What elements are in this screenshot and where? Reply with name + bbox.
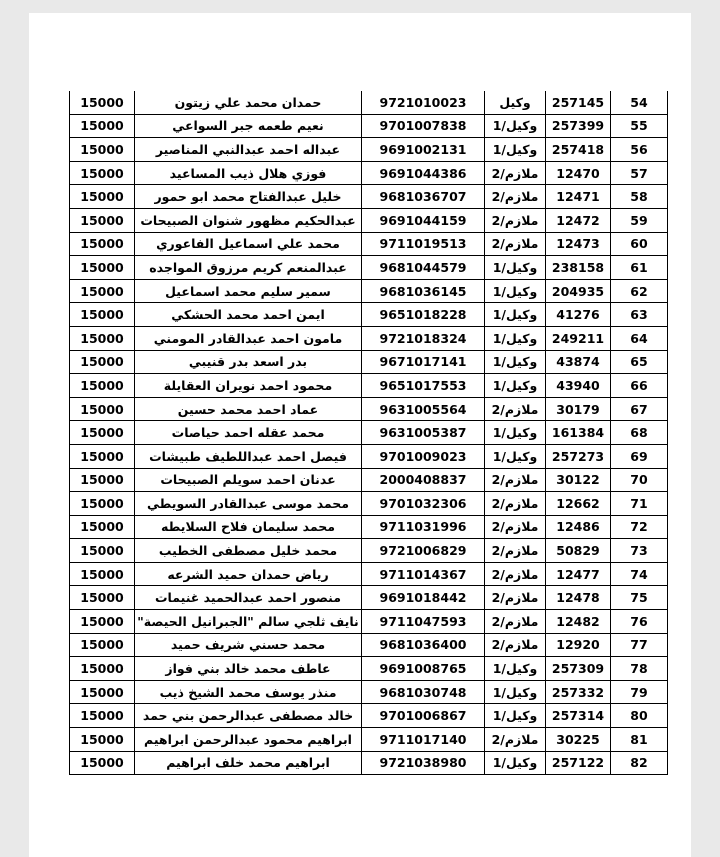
amount-cell: 15000 [70, 374, 135, 398]
row-number-cell: 66 [611, 374, 668, 398]
military-number-cell: 257309 [546, 657, 611, 681]
row-number-cell: 82 [611, 751, 668, 775]
national-id-cell: 9671017141 [362, 350, 485, 374]
national-id-cell: 9711031996 [362, 515, 485, 539]
table-row [70, 444, 668, 468]
military-number-cell: 12486 [546, 515, 611, 539]
table-row [70, 208, 668, 232]
row-number-cell: 62 [611, 279, 668, 303]
military-number-cell: 257145 [546, 91, 611, 114]
row-number-cell: 57 [611, 161, 668, 185]
amount-cell: 15000 [70, 562, 135, 586]
military-number-cell: 204935 [546, 279, 611, 303]
amount-cell: 15000 [70, 704, 135, 728]
national-id-cell: 9681030748 [362, 680, 485, 704]
amount-cell: 15000 [70, 161, 135, 185]
row-number-cell: 77 [611, 633, 668, 657]
rank-cell: ملازم/2 [485, 208, 546, 232]
military-number-cell: 43940 [546, 374, 611, 398]
rank-cell: ملازم/2 [485, 633, 546, 657]
table-row [70, 633, 668, 657]
military-number-cell: 12662 [546, 492, 611, 516]
name-cell: ابراهيم محمد خلف ابراهيم [135, 751, 362, 775]
name-cell: عبداله احمد عبدالنبي المناصير [135, 138, 362, 162]
military-number-cell: 161384 [546, 421, 611, 445]
national-id-cell: 9681036400 [362, 633, 485, 657]
row-number-cell: 80 [611, 704, 668, 728]
military-number-cell: 257122 [546, 751, 611, 775]
military-number-cell: 12471 [546, 185, 611, 209]
table-row [70, 138, 668, 162]
name-cell: محمود احمد نويران العقايلة [135, 374, 362, 398]
row-number-cell: 71 [611, 492, 668, 516]
table-row [70, 91, 668, 114]
military-number-cell: 12477 [546, 562, 611, 586]
military-number-cell: 30122 [546, 468, 611, 492]
military-number-cell: 257399 [546, 114, 611, 138]
rank-cell: وكيل/1 [485, 421, 546, 445]
rank-cell: وكيل/1 [485, 114, 546, 138]
national-id-cell: 9711047593 [362, 610, 485, 634]
table-row [70, 586, 668, 610]
rank-cell: ملازم/2 [485, 397, 546, 421]
name-cell: عدنان احمد سويلم الصبيحات [135, 468, 362, 492]
national-id-cell: 9651018228 [362, 303, 485, 327]
rank-cell: وكيل/1 [485, 374, 546, 398]
amount-cell: 15000 [70, 610, 135, 634]
amount-cell: 15000 [70, 256, 135, 280]
row-number-cell: 70 [611, 468, 668, 492]
table-row [70, 114, 668, 138]
national-id-cell: 9681036707 [362, 185, 485, 209]
table-body [70, 91, 668, 775]
rank-cell: ملازم/2 [485, 232, 546, 256]
row-number-cell: 75 [611, 586, 668, 610]
name-cell: خليل عبدالفتاح محمد ابو حمور [135, 185, 362, 209]
row-number-cell: 64 [611, 326, 668, 350]
military-number-cell: 12472 [546, 208, 611, 232]
name-cell: محمد حسني شريف حميد [135, 633, 362, 657]
table-row [70, 397, 668, 421]
rank-cell: ملازم/2 [485, 610, 546, 634]
row-number-cell: 61 [611, 256, 668, 280]
rank-cell: ملازم/2 [485, 185, 546, 209]
military-number-cell: 257314 [546, 704, 611, 728]
amount-cell: 15000 [70, 751, 135, 775]
table-row [70, 562, 668, 586]
rank-cell: وكيل/1 [485, 279, 546, 303]
national-id-cell: 9651017553 [362, 374, 485, 398]
name-cell: مامون احمد عبدالقادر المومني [135, 326, 362, 350]
military-number-cell: 12482 [546, 610, 611, 634]
military-number-cell: 12920 [546, 633, 611, 657]
amount-cell: 15000 [70, 350, 135, 374]
table-row [70, 350, 668, 374]
rank-cell: وكيل/1 [485, 751, 546, 775]
rank-cell: وكيل/1 [485, 138, 546, 162]
name-cell: فوزي هلال ذيب المساعيد [135, 161, 362, 185]
rank-cell: وكيل/1 [485, 704, 546, 728]
national-id-cell: 9701009023 [362, 444, 485, 468]
military-number-cell: 30179 [546, 397, 611, 421]
row-number-cell: 56 [611, 138, 668, 162]
amount-cell: 15000 [70, 208, 135, 232]
amount-cell: 15000 [70, 492, 135, 516]
name-cell: حمدان محمد علي زيتون [135, 91, 362, 114]
name-cell: سمير سليم محمد اسماعيل [135, 279, 362, 303]
amount-cell: 15000 [70, 680, 135, 704]
amount-cell: 15000 [70, 468, 135, 492]
national-id-cell: 9721038980 [362, 751, 485, 775]
amount-cell: 15000 [70, 657, 135, 681]
military-number-cell: 43874 [546, 350, 611, 374]
name-cell: خالد مصطفى عبدالرحمن بني حمد [135, 704, 362, 728]
national-id-cell: 9701032306 [362, 492, 485, 516]
rank-cell: ملازم/2 [485, 492, 546, 516]
name-cell: عماد احمد محمد حسين [135, 397, 362, 421]
name-cell: عاطف محمد خالد بني فواز [135, 657, 362, 681]
name-cell: ايمن احمد محمد الحشكي [135, 303, 362, 327]
rank-cell: ملازم/2 [485, 515, 546, 539]
military-number-cell: 50829 [546, 539, 611, 563]
amount-cell: 15000 [70, 114, 135, 138]
table-row [70, 279, 668, 303]
rank-cell: ملازم/2 [485, 728, 546, 752]
table-row [70, 610, 668, 634]
rank-cell: وكيل/1 [485, 680, 546, 704]
name-cell: منصور احمد عبدالحميد غنيمات [135, 586, 362, 610]
military-number-cell: 257273 [546, 444, 611, 468]
row-number-cell: 78 [611, 657, 668, 681]
name-cell: رياض حمدان حميد الشرعه [135, 562, 362, 586]
row-number-cell: 65 [611, 350, 668, 374]
rank-cell: ملازم/2 [485, 468, 546, 492]
rank-cell: ملازم/2 [485, 539, 546, 563]
table-row [70, 539, 668, 563]
name-cell: عبدالمنعم كريم مرزوق المواجده [135, 256, 362, 280]
name-cell: فيصل احمد عبداللطيف طبيشات [135, 444, 362, 468]
national-id-cell: 9681036145 [362, 279, 485, 303]
rank-cell: ملازم/2 [485, 161, 546, 185]
military-number-cell: 257418 [546, 138, 611, 162]
military-number-cell: 249211 [546, 326, 611, 350]
row-number-cell: 58 [611, 185, 668, 209]
row-number-cell: 81 [611, 728, 668, 752]
rank-cell: وكيل/1 [485, 657, 546, 681]
name-cell: منذر يوسف محمد الشيخ ذيب [135, 680, 362, 704]
amount-cell: 15000 [70, 91, 135, 114]
name-cell: نعيم طعمه جبر السواعي [135, 114, 362, 138]
national-id-cell: 9691018442 [362, 586, 485, 610]
amount-cell: 15000 [70, 728, 135, 752]
amount-cell: 15000 [70, 185, 135, 209]
rank-cell: وكيل/1 [485, 444, 546, 468]
row-number-cell: 72 [611, 515, 668, 539]
row-number-cell: 67 [611, 397, 668, 421]
amount-cell: 15000 [70, 633, 135, 657]
personnel-table [69, 91, 668, 775]
table-row [70, 256, 668, 280]
military-number-cell: 12470 [546, 161, 611, 185]
row-number-cell: 55 [611, 114, 668, 138]
national-id-cell: 9631005564 [362, 397, 485, 421]
amount-cell: 15000 [70, 586, 135, 610]
amount-cell: 15000 [70, 326, 135, 350]
table-row [70, 421, 668, 445]
row-number-cell: 69 [611, 444, 668, 468]
table-row [70, 374, 668, 398]
amount-cell: 15000 [70, 232, 135, 256]
row-number-cell: 54 [611, 91, 668, 114]
rank-cell: وكيل/1 [485, 256, 546, 280]
name-cell: محمد سليمان فلاح السلايطه [135, 515, 362, 539]
national-id-cell: 9681044579 [362, 256, 485, 280]
table-row [70, 185, 668, 209]
table-row [70, 680, 668, 704]
military-number-cell: 41276 [546, 303, 611, 327]
row-number-cell: 73 [611, 539, 668, 563]
national-id-cell: 9691044159 [362, 208, 485, 232]
national-id-cell: 9721006829 [362, 539, 485, 563]
amount-cell: 15000 [70, 444, 135, 468]
amount-cell: 15000 [70, 397, 135, 421]
national-id-cell: 9691008765 [362, 657, 485, 681]
national-id-cell: 9721018324 [362, 326, 485, 350]
table-row [70, 515, 668, 539]
amount-cell: 15000 [70, 515, 135, 539]
table-row [70, 232, 668, 256]
row-number-cell: 60 [611, 232, 668, 256]
military-number-cell: 238158 [546, 256, 611, 280]
military-number-cell: 257332 [546, 680, 611, 704]
amount-cell: 15000 [70, 421, 135, 445]
national-id-cell: 9711014367 [362, 562, 485, 586]
military-number-cell: 12478 [546, 586, 611, 610]
amount-cell: 15000 [70, 539, 135, 563]
national-id-cell: 9711017140 [362, 728, 485, 752]
name-cell: محمد موسى عبدالقادر السويطي [135, 492, 362, 516]
national-id-cell: 9721010023 [362, 91, 485, 114]
row-number-cell: 68 [611, 421, 668, 445]
table-row [70, 326, 668, 350]
row-number-cell: 74 [611, 562, 668, 586]
row-number-cell: 76 [611, 610, 668, 634]
row-number-cell: 79 [611, 680, 668, 704]
table-row [70, 751, 668, 775]
national-id-cell: 2000408837 [362, 468, 485, 492]
name-cell: بدر اسعد بدر قنيبي [135, 350, 362, 374]
rank-cell: وكيل/1 [485, 303, 546, 327]
amount-cell: 15000 [70, 138, 135, 162]
table-row [70, 161, 668, 185]
name-cell: محمد خليل مصطفى الخطيب [135, 539, 362, 563]
row-number-cell: 63 [611, 303, 668, 327]
amount-cell: 15000 [70, 279, 135, 303]
national-id-cell: 9631005387 [362, 421, 485, 445]
rank-cell: وكيل [485, 91, 546, 114]
row-number-cell: 59 [611, 208, 668, 232]
table-row [70, 303, 668, 327]
rank-cell: ملازم/2 [485, 562, 546, 586]
rank-cell: ملازم/2 [485, 586, 546, 610]
rank-cell: وكيل/1 [485, 326, 546, 350]
national-id-cell: 9691044386 [362, 161, 485, 185]
table-row [70, 468, 668, 492]
name-cell: محمد علي اسماعيل الفاعوري [135, 232, 362, 256]
amount-cell: 15000 [70, 303, 135, 327]
name-cell: نايف ثلجي سالم "الجبرانيل الحيصة" [135, 610, 362, 634]
national-id-cell: 9691002131 [362, 138, 485, 162]
military-number-cell: 12473 [546, 232, 611, 256]
national-id-cell: 9701007838 [362, 114, 485, 138]
table-row [70, 728, 668, 752]
national-id-cell: 9711019513 [362, 232, 485, 256]
document-page [29, 13, 691, 857]
military-number-cell: 30225 [546, 728, 611, 752]
table-row [70, 492, 668, 516]
name-cell: محمد عقله احمد حياصات [135, 421, 362, 445]
table-row [70, 704, 668, 728]
table-row [70, 657, 668, 681]
national-id-cell: 9701006867 [362, 704, 485, 728]
name-cell: ابراهيم محمود عبدالرحمن ابراهيم [135, 728, 362, 752]
name-cell: عبدالحكيم مظهور شنوان الصبيحات [135, 208, 362, 232]
rank-cell: وكيل/1 [485, 350, 546, 374]
